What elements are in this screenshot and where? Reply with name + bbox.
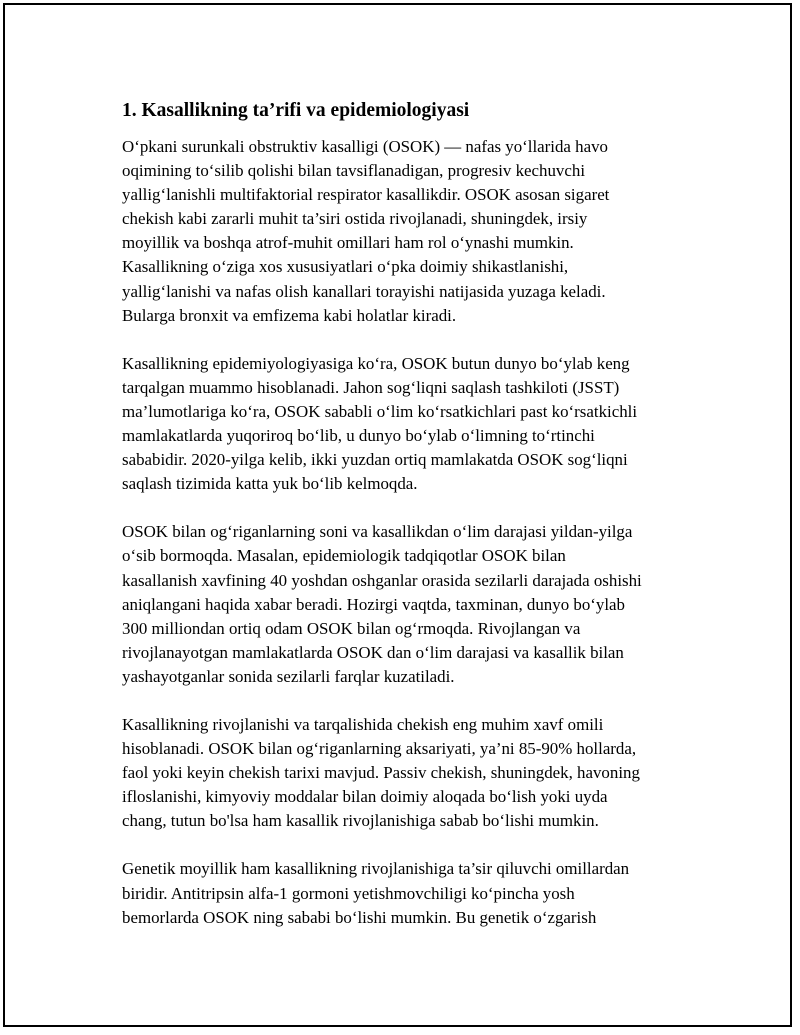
paragraph-line: oqimining to‘silib qolishi bilan tavsiflanadigan, progresiv kechuvchi bbox=[122, 161, 586, 181]
paragraph bbox=[122, 713, 702, 833]
paragraph-line: ma’lumotlariga ko‘ra, OSOK sababli o‘lim ko‘rsatkichlari past ko‘rsatkichli bbox=[122, 401, 638, 421]
paragraph-line: biridir. Antitripsin alfa-1 gormoni yetishmovchiligi ko‘pincha yosh bbox=[122, 883, 575, 903]
paragraph-line: Kasallikning o‘ziga xos xususiyatlari o‘pka doimiy shikastlanishi, bbox=[122, 257, 569, 277]
paragraph-line: yashayotganlar sonida sezilarli farqlar kuzatiladi. bbox=[122, 666, 455, 686]
paragraph-line: hisoblanadi. OSOK bilan og‘riganlarning aksariyati, ya’ni 85-90% hollarda, bbox=[122, 739, 637, 759]
paragraph-line: 300 milliondan ortiq odam OSOK bilan og‘rmoqda. Rivojlangan va bbox=[122, 618, 581, 638]
paragraph-line: Kasallikning epidemiyologiyasiga ko‘ra, OSOK butun dunyo bo‘ylab keng bbox=[122, 353, 630, 373]
paragraph-line: Genetik moyillik ham kasallikning rivojlanishiga ta’sir qiluvchi omillardan bbox=[122, 859, 630, 879]
document-body bbox=[122, 97, 702, 954]
paragraph-line: aniqlangani haqida xabar beradi. Hozirgi vaqtda, taxminan, dunyo bo‘ylab bbox=[122, 594, 625, 614]
paragraph-line: yallig‘lanishli multifaktorial respirator kasallikdir. OSOK asosan sigaret bbox=[122, 185, 610, 205]
page-frame bbox=[3, 3, 792, 1027]
paragraph-line: OSOK bilan og‘riganlarning soni va kasallikdan o‘lim darajasi yildan-yilga bbox=[122, 522, 633, 542]
paragraph-line: mamlakatlarda yuqoriroq bo‘lib, u dunyo bo‘ylab o‘limning to‘rtinchi bbox=[122, 426, 595, 446]
paragraph-line: bemorlarda OSOK ning sababi bo‘lishi mumkin. Bu genetik o‘zgarish bbox=[122, 907, 597, 927]
section-heading: 1. Kasallikning ta’rifi va epidemiologiyasi bbox=[122, 100, 470, 121]
paragraphs-container bbox=[122, 135, 702, 930]
paragraph-line: moyillik va boshqa atrof-muhit omillari ham rol o‘ynashi mumkin. bbox=[122, 233, 574, 253]
paragraph-line: rivojlanayotgan mamlakatlarda OSOK dan o‘lim darajasi va kasallik bilan bbox=[122, 642, 624, 662]
paragraph-line: chekish kabi zararli muhit ta’siri ostida rivojlanadi, shuningdek, irsiy bbox=[122, 209, 588, 229]
paragraph-line: kasallanish xavfining 40 yoshdan oshganlar orasida sezilarli darajada oshishi bbox=[122, 570, 642, 590]
paragraph bbox=[122, 857, 702, 929]
paragraph bbox=[122, 135, 702, 328]
paragraph-line: O‘pkani surunkali obstruktiv kasalligi (OSOK) — nafas yo‘llarida havo bbox=[122, 137, 608, 156]
paragraph bbox=[122, 352, 702, 497]
paragraph-line: tarqalgan muammo hisoblanadi. Jahon sog‘liqni saqlash tashkiloti (JSST) bbox=[122, 377, 620, 397]
paragraph-line: saqlash tizimida katta yuk bo‘lib kelmoqda. bbox=[122, 474, 418, 494]
paragraph-line: yallig‘lanishi va nafas olish kanallari torayishi natijasida yuzaga keladi. bbox=[122, 281, 606, 301]
paragraph bbox=[122, 520, 702, 689]
paragraph-line: ifloslanishi, kimyoviy moddalar bilan doimiy aloqada bo‘lish yoki uyda bbox=[122, 787, 608, 807]
paragraph-line: faol yoki keyin chekish tarixi mavjud. Passiv chekish, shuningdek, havoning bbox=[122, 763, 640, 783]
paragraph-line: o‘sib bormoqda. Masalan, epidemiologik tadqiqotlar OSOK bilan bbox=[122, 546, 566, 566]
paragraph-line: Bularga bronxit va emfizema kabi holatlar kiradi. bbox=[122, 305, 457, 325]
paragraph-line: Kasallikning rivojlanishi va tarqalishida chekish eng muhim xavf omili bbox=[122, 714, 604, 734]
paragraph-line: sababidir. 2020-yilga kelib, ikki yuzdan ortiq mamlakatda OSOK sog‘liqni bbox=[122, 450, 628, 470]
paragraph-line: chang, tutun bo'lsa ham kasallik rivojlanishiga sabab bo‘lishi mumkin. bbox=[122, 811, 599, 831]
